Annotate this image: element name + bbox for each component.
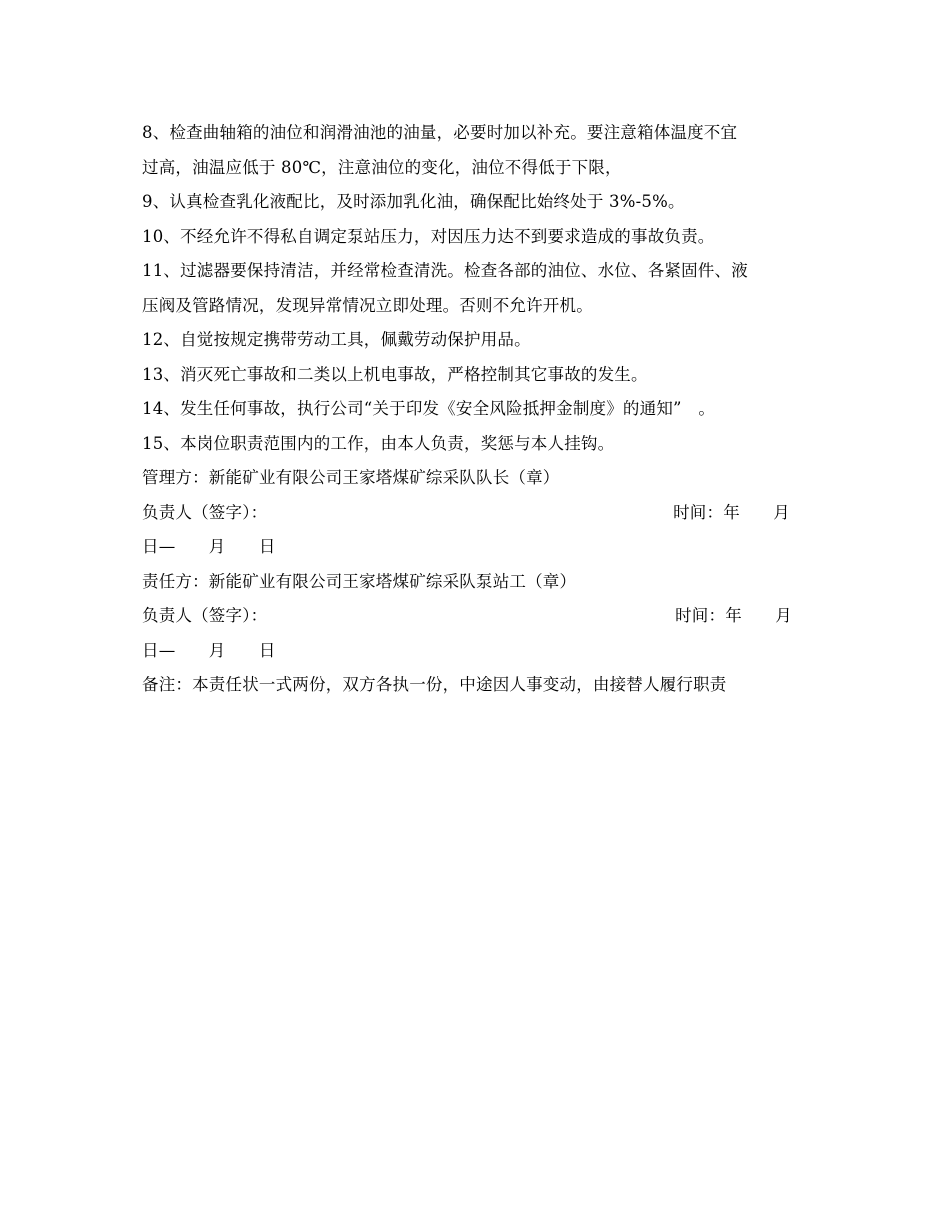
clause-9: 9、认真检查乳化液配比，及时添加乳化油，确保配比始终处于 3%-5%。 xyxy=(142,192,685,211)
remark-note: 备注：本责任状一式两份，双方各执一份，中途因人事变动，由接替人履行职责 xyxy=(142,675,727,694)
clause-8-line-1: 8、检查曲轴箱的油位和润滑油池的油量，必要时加以补充。要注意箱体温度不宜 xyxy=(142,123,738,142)
clause-13: 13、消灭死亡事故和二类以上机电事故，严格控制其它事故的发生。 xyxy=(142,364,648,384)
responsible-signer-label: 负责人（签字）： xyxy=(142,606,268,625)
clause-14: 14、发生任何事故，执行公司“关于印发《安全风险抵押金制度》的通知” 。 xyxy=(142,399,716,418)
management-time-label: 时间：年 月 xyxy=(673,502,790,522)
responsible-party: 责任方：新能矿业有限公司王家塔煤矿综采队泵站工（章） xyxy=(142,571,577,591)
clause-8-line-2: 过高，油温应低于 80℃，注意油位的变化，油位不得低于下限， xyxy=(142,157,622,177)
management-date-line: 日— 月 日 xyxy=(142,537,276,556)
clause-11-line-1: 11、过滤器要保持清洁，并经常检查清洗。检查各部的油位、水位、各紧固件、液 xyxy=(142,261,748,280)
responsible-time-label: 时间：年 月 xyxy=(675,606,792,625)
document-body xyxy=(142,116,822,703)
clause-15: 15、本岗位职责范围内的工作，由本人负责，奖惩与本人挂钩。 xyxy=(142,433,615,453)
management-signature-row xyxy=(142,496,822,531)
management-party: 管理方：新能矿业有限公司王家塔煤矿综采队队长（章） xyxy=(142,468,560,487)
clause-11-line-2: 压阀及管路情况，发现异常情况立即处理。否则不允许开机。 xyxy=(142,295,593,315)
responsible-signature-row xyxy=(142,599,822,634)
management-signer-label: 负责人（签字）： xyxy=(142,502,268,522)
clause-10: 10、不经允许不得私自调定泵站压力，对因压力达不到要求造成的事故负责。 xyxy=(142,226,715,246)
clause-12: 12、自觉按规定携带劳动工具，佩戴劳动保护用品。 xyxy=(142,330,531,349)
responsible-date-line: 日— 月 日 xyxy=(142,640,276,660)
